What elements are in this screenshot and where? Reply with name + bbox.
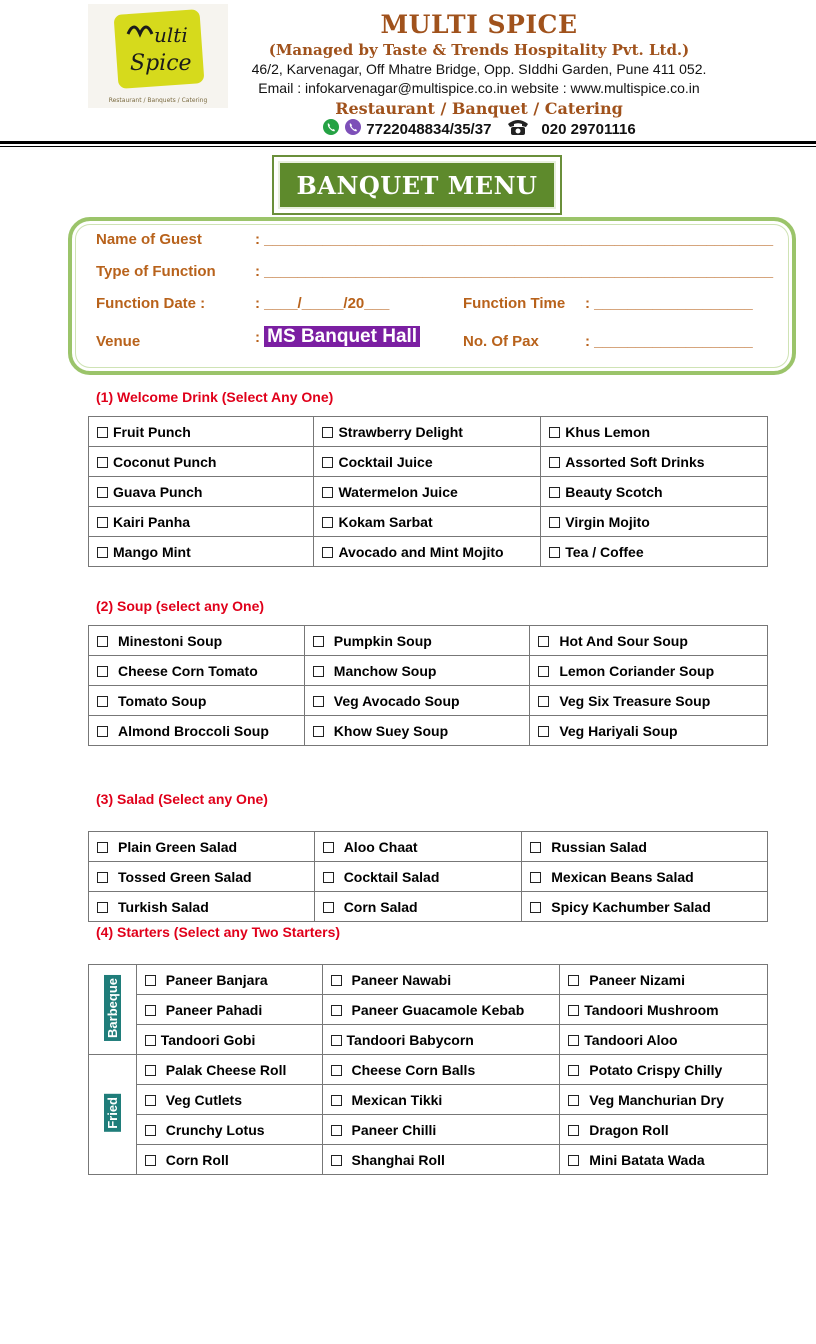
option-label: Almond Broccoli Soup bbox=[118, 722, 269, 739]
option-label: Veg Manchurian Dry bbox=[589, 1091, 724, 1108]
table-row bbox=[89, 832, 768, 862]
option-cell[interactable] bbox=[136, 1145, 322, 1175]
function-time-field[interactable]: : ___________________ bbox=[585, 295, 753, 312]
option-label: Strawberry Delight bbox=[338, 423, 463, 440]
checkbox[interactable] bbox=[313, 726, 324, 737]
table-row bbox=[89, 507, 768, 537]
option-label: Assorted Soft Drinks bbox=[565, 453, 705, 470]
option-cell[interactable] bbox=[530, 626, 768, 656]
option-label: Paneer Nawabi bbox=[351, 971, 452, 988]
barbeque-label: Barbeque bbox=[104, 975, 121, 1041]
option-label: Tandoori Gobi bbox=[160, 1031, 256, 1048]
option-cell[interactable] bbox=[322, 1055, 560, 1085]
option-cell[interactable] bbox=[541, 447, 768, 477]
table-row bbox=[89, 892, 768, 922]
option-cell[interactable] bbox=[560, 1145, 768, 1175]
option-label: Hot And Sour Soup bbox=[559, 632, 688, 649]
option-cell[interactable] bbox=[522, 832, 768, 862]
checkbox[interactable] bbox=[568, 1125, 579, 1136]
salad-table bbox=[88, 831, 768, 922]
checkbox[interactable] bbox=[549, 547, 560, 558]
option-cell[interactable] bbox=[314, 537, 541, 567]
checkbox[interactable] bbox=[331, 1065, 342, 1076]
option-cell[interactable] bbox=[89, 477, 314, 507]
option-label: Veg Avocado Soup bbox=[333, 692, 460, 709]
option-label: Coconut Punch bbox=[113, 453, 217, 470]
function-time-label: Function Time bbox=[463, 295, 566, 312]
option-label: Khow Suey Soup bbox=[333, 722, 449, 739]
mobile-numbers: 7722048834/35/37 bbox=[366, 120, 492, 138]
checkbox[interactable] bbox=[97, 726, 108, 737]
option-label: Paneer Nizami bbox=[589, 971, 685, 988]
option-label: Mexican Tikki bbox=[351, 1091, 443, 1108]
header-rule bbox=[0, 141, 816, 144]
option-cell[interactable] bbox=[89, 686, 305, 716]
checkbox[interactable] bbox=[538, 636, 549, 647]
option-cell[interactable] bbox=[89, 417, 314, 447]
checkbox[interactable] bbox=[322, 517, 333, 528]
option-cell[interactable] bbox=[541, 537, 768, 567]
option-cell[interactable] bbox=[522, 892, 768, 922]
table-row bbox=[89, 1025, 768, 1055]
option-label: Veg Cutlets bbox=[165, 1091, 242, 1108]
checkbox[interactable] bbox=[97, 427, 108, 438]
checkbox[interactable] bbox=[549, 487, 560, 498]
checkbox[interactable] bbox=[549, 517, 560, 528]
checkbox[interactable] bbox=[97, 872, 108, 883]
option-cell[interactable] bbox=[322, 1025, 560, 1055]
option-cell[interactable] bbox=[322, 995, 560, 1025]
table-row bbox=[89, 656, 768, 686]
checkbox[interactable] bbox=[145, 1005, 156, 1016]
option-label: Plain Green Salad bbox=[118, 838, 238, 855]
checkbox[interactable] bbox=[568, 1155, 579, 1166]
checkbox[interactable] bbox=[145, 1065, 156, 1076]
multi-spice-logo bbox=[88, 4, 228, 108]
table-row bbox=[89, 1085, 768, 1115]
option-cell[interactable] bbox=[89, 507, 314, 537]
option-label: Tandoori Aloo bbox=[584, 1031, 678, 1048]
option-label: Mexican Beans Salad bbox=[551, 868, 694, 885]
viber-icon bbox=[344, 118, 362, 140]
option-label: Palak Cheese Roll bbox=[165, 1061, 287, 1078]
option-label: Paneer Banjara bbox=[165, 971, 268, 988]
checkbox[interactable] bbox=[538, 696, 549, 707]
checkbox[interactable] bbox=[322, 427, 333, 438]
salad-heading: (3) Salad (Select any One) bbox=[96, 791, 268, 807]
option-label: Veg Hariyali Soup bbox=[559, 722, 678, 739]
checkbox[interactable] bbox=[97, 666, 108, 677]
option-label: Turkish Salad bbox=[118, 898, 209, 915]
svg-text:Spice: Spice bbox=[130, 51, 192, 76]
header-rule-thin bbox=[0, 146, 816, 147]
checkbox[interactable] bbox=[145, 1035, 156, 1046]
table-row bbox=[89, 1145, 768, 1175]
table-row bbox=[89, 447, 768, 477]
email-website: Email : infokarvenagar@multispice.co.in website : www.multispice.co.in bbox=[258, 80, 700, 96]
checkbox[interactable] bbox=[313, 636, 324, 647]
option-label: Cocktail Juice bbox=[338, 453, 433, 470]
option-label: Kokam Sarbat bbox=[338, 513, 433, 530]
option-cell[interactable] bbox=[136, 1115, 322, 1145]
pax-label: No. Of Pax bbox=[463, 333, 539, 350]
option-cell[interactable] bbox=[89, 892, 315, 922]
option-label: Avocado and Mint Mojito bbox=[338, 543, 504, 560]
banquet-menu-banner: BANQUET MENU bbox=[278, 161, 556, 209]
checkbox[interactable] bbox=[530, 902, 541, 913]
option-label: Mini Batata Wada bbox=[589, 1151, 705, 1168]
option-cell[interactable] bbox=[89, 447, 314, 477]
table-row bbox=[89, 417, 768, 447]
checkbox[interactable] bbox=[530, 872, 541, 883]
option-cell[interactable] bbox=[314, 892, 522, 922]
function-type-field[interactable]: : _____________________________________________________________ bbox=[255, 263, 774, 280]
table-row bbox=[89, 1115, 768, 1145]
starters-table bbox=[88, 964, 768, 1175]
option-label: Fruit Punch bbox=[113, 423, 191, 440]
svg-text:ulti: ulti bbox=[154, 23, 188, 47]
option-cell[interactable] bbox=[560, 1115, 768, 1145]
option-cell[interactable] bbox=[314, 447, 541, 477]
option-cell[interactable] bbox=[136, 1055, 322, 1085]
option-cell[interactable] bbox=[314, 832, 522, 862]
checkbox[interactable] bbox=[331, 975, 342, 986]
table-row bbox=[89, 716, 768, 746]
option-cell[interactable] bbox=[136, 1085, 322, 1115]
option-label: Shanghai Roll bbox=[351, 1151, 445, 1168]
checkbox[interactable] bbox=[145, 1095, 156, 1106]
venue-value: MS Banquet Hall bbox=[264, 326, 420, 347]
checkbox[interactable] bbox=[97, 696, 108, 707]
address: 46/2, Karvenagar, Off Mhatre Bridge, Opp. SIddhi Garden, Pune 411 052. bbox=[251, 61, 707, 77]
checkbox[interactable] bbox=[568, 1005, 579, 1016]
option-label: Tossed Green Salad bbox=[118, 868, 252, 885]
option-cell[interactable] bbox=[304, 716, 530, 746]
option-label: Spicy Kachumber Salad bbox=[551, 898, 711, 915]
option-cell[interactable] bbox=[522, 862, 768, 892]
checkbox[interactable] bbox=[568, 1065, 579, 1076]
option-cell[interactable] bbox=[314, 477, 541, 507]
option-label: Cheese Corn Tomato bbox=[118, 662, 258, 679]
checkbox[interactable] bbox=[568, 1035, 579, 1046]
option-label: Pumpkin Soup bbox=[333, 632, 432, 649]
option-label: Minestoni Soup bbox=[118, 632, 223, 649]
option-label: Guava Punch bbox=[113, 483, 203, 500]
checkbox[interactable] bbox=[145, 1125, 156, 1136]
welcome-drink-table bbox=[88, 416, 768, 567]
services: Restaurant / Banquet / Catering bbox=[335, 99, 623, 118]
checkbox[interactable] bbox=[323, 842, 334, 853]
option-label: Tea / Coffee bbox=[565, 543, 644, 560]
function-date-label: Function Date : bbox=[96, 295, 206, 312]
option-cell[interactable] bbox=[560, 1085, 768, 1115]
option-cell[interactable] bbox=[136, 1025, 322, 1055]
business-title: MULTI SPICE bbox=[380, 10, 578, 39]
option-label: Mango Mint bbox=[113, 543, 191, 560]
option-cell[interactable] bbox=[304, 626, 530, 656]
checkbox[interactable] bbox=[549, 457, 560, 468]
option-label: Tandoori Babycorn bbox=[346, 1031, 474, 1048]
venue-colon: : bbox=[255, 329, 260, 346]
option-label: Potato Crispy Chilly bbox=[589, 1061, 723, 1078]
option-label: Lemon Coriander Soup bbox=[559, 662, 715, 679]
fried-category bbox=[89, 1055, 137, 1175]
checkbox[interactable] bbox=[538, 726, 549, 737]
option-label: Watermelon Juice bbox=[338, 483, 458, 500]
welcome-drink-heading: (1) Welcome Drink (Select Any One) bbox=[96, 389, 334, 405]
checkbox[interactable] bbox=[331, 1125, 342, 1136]
option-cell[interactable] bbox=[89, 656, 305, 686]
option-cell[interactable] bbox=[314, 862, 522, 892]
table-row bbox=[89, 862, 768, 892]
checkbox[interactable] bbox=[331, 1095, 342, 1106]
option-cell[interactable] bbox=[541, 507, 768, 537]
guest-name-label: Name of Guest bbox=[96, 231, 202, 248]
option-label: Crunchy Lotus bbox=[165, 1121, 265, 1138]
barbeque-category bbox=[89, 965, 137, 1055]
pax-field[interactable]: : ___________________ bbox=[585, 333, 753, 350]
checkbox[interactable] bbox=[331, 1005, 342, 1016]
checkbox[interactable] bbox=[331, 1035, 342, 1046]
function-date-field[interactable]: : ____/_____/20___ bbox=[255, 295, 390, 312]
checkbox[interactable] bbox=[538, 666, 549, 677]
contact-line bbox=[240, 118, 718, 140]
guest-name-field[interactable]: : _____________________________________________________________ bbox=[255, 231, 774, 248]
checkbox[interactable] bbox=[331, 1155, 342, 1166]
option-cell[interactable] bbox=[304, 656, 530, 686]
starters-heading: (4) Starters (Select any Two Starters) bbox=[96, 924, 341, 940]
option-label: Khus Lemon bbox=[565, 423, 651, 440]
option-label: Dragon Roll bbox=[589, 1121, 669, 1138]
option-cell[interactable] bbox=[304, 686, 530, 716]
option-label: Beauty Scotch bbox=[565, 483, 663, 500]
table-row bbox=[89, 477, 768, 507]
venue-field[interactable] bbox=[255, 326, 420, 348]
checkbox[interactable] bbox=[97, 636, 108, 647]
option-cell[interactable] bbox=[541, 477, 768, 507]
option-cell[interactable] bbox=[136, 965, 322, 995]
option-label: Cocktail Salad bbox=[343, 868, 440, 885]
table-row bbox=[89, 1055, 768, 1085]
option-label: Cheese Corn Balls bbox=[351, 1061, 476, 1078]
checkbox[interactable] bbox=[145, 975, 156, 986]
option-label: Paneer Pahadi bbox=[165, 1001, 263, 1018]
table-row bbox=[89, 626, 768, 656]
option-cell[interactable] bbox=[560, 995, 768, 1025]
venue-label: Venue bbox=[96, 333, 141, 350]
checkbox[interactable] bbox=[145, 1155, 156, 1166]
landline-number: 020 29701116 bbox=[541, 120, 636, 138]
checkbox[interactable] bbox=[313, 666, 324, 677]
checkbox[interactable] bbox=[97, 487, 108, 498]
checkbox[interactable] bbox=[97, 842, 108, 853]
fried-label: Fried bbox=[104, 1094, 121, 1132]
option-label: Paneer Chilli bbox=[351, 1121, 437, 1138]
table-row bbox=[89, 686, 768, 716]
option-label: Virgin Mojito bbox=[565, 513, 650, 530]
soup-heading: (2) Soup (select any One) bbox=[96, 598, 265, 614]
option-cell[interactable] bbox=[314, 507, 541, 537]
table-row bbox=[89, 965, 768, 995]
option-cell[interactable] bbox=[89, 626, 305, 656]
checkbox[interactable] bbox=[322, 547, 333, 558]
checkbox[interactable] bbox=[322, 457, 333, 468]
telephone-icon bbox=[505, 118, 531, 140]
option-cell[interactable] bbox=[541, 417, 768, 447]
function-type-label: Type of Function bbox=[96, 263, 216, 280]
option-cell[interactable] bbox=[530, 686, 768, 716]
svg-text:Restaurant / Banquets / Cateri: Restaurant / Banquets / Catering bbox=[108, 97, 208, 104]
option-cell[interactable] bbox=[560, 1055, 768, 1085]
whatsapp-icon bbox=[322, 118, 340, 140]
checkbox[interactable] bbox=[323, 872, 334, 883]
option-label: Kairi Panha bbox=[113, 513, 191, 530]
managed-by: (Managed by Taste & Trends Hospitality Pvt. Ltd.) bbox=[268, 41, 690, 59]
checkbox[interactable] bbox=[97, 517, 108, 528]
option-label: Corn Roll bbox=[165, 1151, 229, 1168]
option-cell[interactable] bbox=[530, 716, 768, 746]
soup-table bbox=[88, 625, 768, 746]
option-label: Tomato Soup bbox=[118, 692, 207, 709]
checkbox[interactable] bbox=[97, 547, 108, 558]
table-row bbox=[89, 537, 768, 567]
checkbox[interactable] bbox=[549, 427, 560, 438]
option-cell[interactable] bbox=[322, 1115, 560, 1145]
option-label: Aloo Chaat bbox=[343, 838, 418, 855]
option-cell[interactable] bbox=[89, 716, 305, 746]
option-cell[interactable] bbox=[560, 965, 768, 995]
banner-frame bbox=[272, 155, 562, 215]
option-cell[interactable] bbox=[89, 537, 314, 567]
checkbox[interactable] bbox=[97, 902, 108, 913]
checkbox[interactable] bbox=[313, 696, 324, 707]
checkbox[interactable] bbox=[530, 842, 541, 853]
checkbox[interactable] bbox=[568, 1095, 579, 1106]
option-cell[interactable] bbox=[322, 1085, 560, 1115]
checkbox[interactable] bbox=[323, 902, 334, 913]
option-label: Veg Six Treasure Soup bbox=[559, 692, 711, 709]
table-row bbox=[89, 995, 768, 1025]
checkbox[interactable] bbox=[568, 975, 579, 986]
option-cell[interactable] bbox=[322, 1145, 560, 1175]
option-cell[interactable] bbox=[322, 965, 560, 995]
option-cell[interactable] bbox=[560, 1025, 768, 1055]
option-label: Manchow Soup bbox=[333, 662, 437, 679]
option-cell[interactable] bbox=[314, 417, 541, 447]
option-label: Corn Salad bbox=[343, 898, 418, 915]
checkbox[interactable] bbox=[322, 487, 333, 498]
option-cell[interactable] bbox=[136, 995, 322, 1025]
option-cell[interactable] bbox=[89, 862, 315, 892]
option-label: Paneer Guacamole Kebab bbox=[351, 1001, 525, 1018]
option-cell[interactable] bbox=[89, 832, 315, 862]
checkbox[interactable] bbox=[97, 457, 108, 468]
option-label: Tandoori Mushroom bbox=[584, 1001, 719, 1018]
option-label: Russian Salad bbox=[551, 838, 647, 855]
option-cell[interactable] bbox=[530, 656, 768, 686]
